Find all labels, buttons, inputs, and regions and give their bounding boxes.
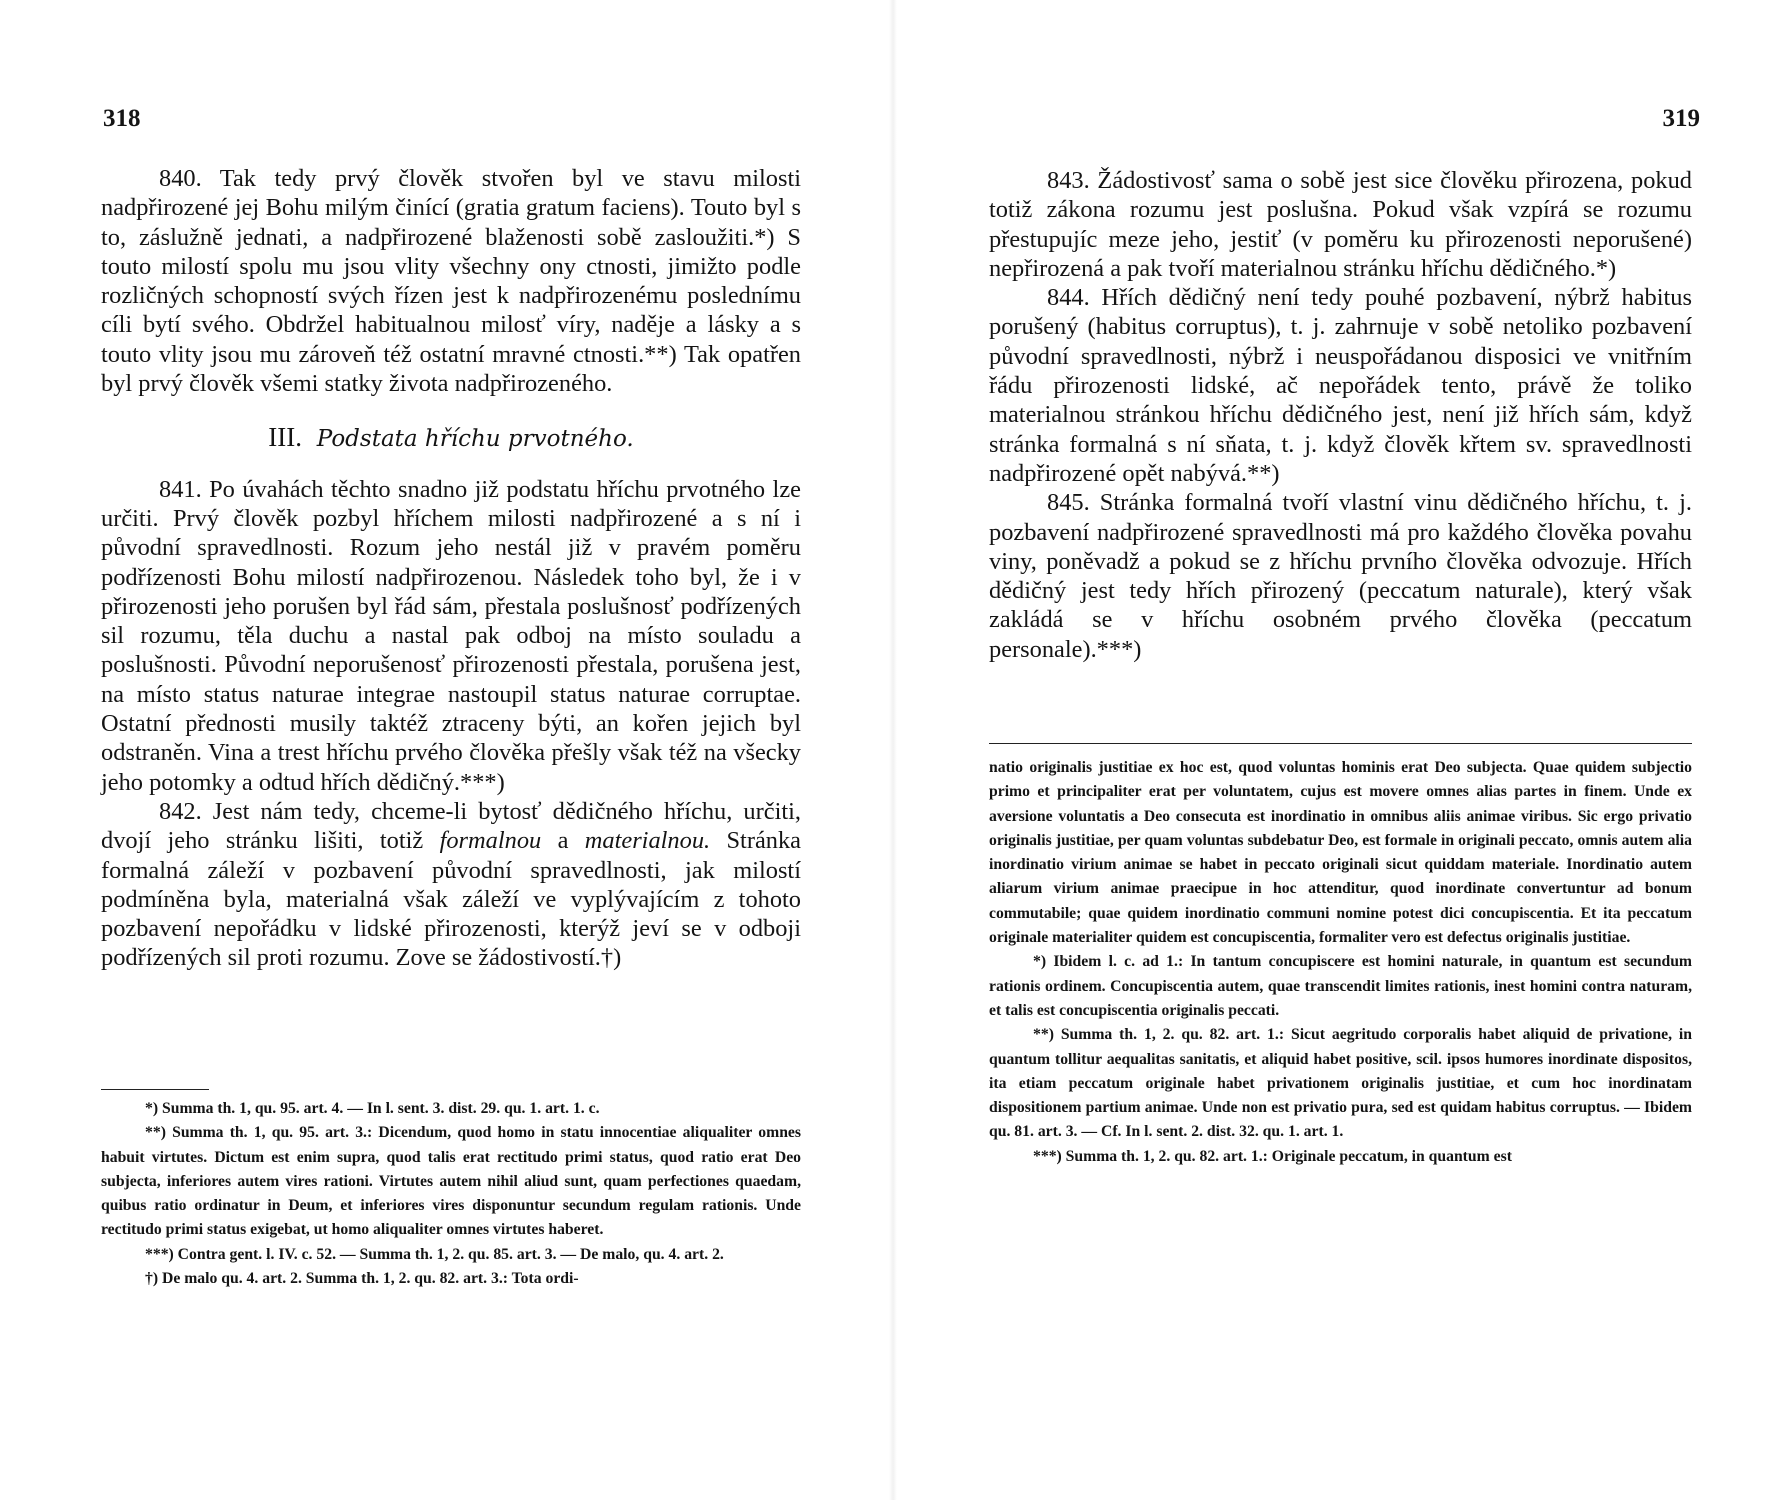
section-heading-title: Podstata hříchu prvotného. xyxy=(316,426,634,453)
paragraph-843: 843. Žádostivosť sama o sobě jest sice člověku přirozena, pokud totiž zákona rozumu jest poslušna. Pokud však vzpírá se rozumu přestupujíc meze jeho, jestiť (v poměru ku přirozenosti neporušené) nepřirozená a pak tvoří materialnou stránku hříchu dědičného.*) xyxy=(989,167,1692,282)
page-number-right: 319 xyxy=(1662,105,1700,132)
footnote-right-1: *) Ibidem l. c. ad 1.: In tantum concupiscere est homini naturale, in quantum est secundum rationis ordinem. Concupiscentia autem, quae transcendit limites rationis, inest homini contra naturam, et talis est concupiscentia originalis peccati. xyxy=(989,953,1692,1019)
paragraph-842-text-a: 842. Jest nám tedy, chceme-li bytosť dědičného hříchu, určiti, dvojí jeho stránku lišiti, totiž xyxy=(101,797,801,855)
footnote-continuation: natio originalis justitiae ex hoc est, quod voluntas hominis erat Deo subjecta. Quae quidem subjectio primo et principaliter erat per voluntatem, cujus est movere omnes alias partes in finem. Unde ex aversione voluntatis a Deo consecuta est inordinatio in omnibus aliis animae viribus. Sic ergo privatio originalis justitiae, per quam voluntas subdebatur Deo, est formale in originali peccato, omnis autem alia inordinatio virium animae se habet in peccato originali sicut quiddam materiale. Inordinatio autem aliarum virium animae praecipue in hoc attenditur, quod inordinate convertuntur ad bonum commutabile; quae quidem inordinatio communi nomine potest dici concupiscentia. Et ita peccatum originale materialiter quidem est concupiscentia, formaliter vero est defectus originalis justitiae. xyxy=(989,759,1692,947)
footnote-left-2: **) Summa th. 1, qu. 95. art. 3.: Dicendum, quod homo in statu innocentiae aliqualiter omnes habuit virtutes. Dictum est enim supra, quod talis erat rectitudo primi status, quod ratio erat Deo subjecta, inferiores autem vires rationi. Virtutes autem nihil aliud sunt, quam perfectiones quaedam, quibus ratio ordinatur in Deum, et inferiores vires disponuntur secundum regulam rationis. Unde rectitudo primi status exigebat, ut homo aliqualiter omnes virtutes haberet. xyxy=(101,1124,801,1239)
right-body-text xyxy=(989,166,1692,664)
paragraph-842-italic-materialnou: materialnou. xyxy=(584,827,711,855)
footnote-left-4: †) De malo qu. 4. art. 2. Summa th. 1, 2. qu. 82. art. 3.: Tota ordi- xyxy=(145,1270,579,1288)
right-page xyxy=(893,0,1786,1500)
footnote-rule-right xyxy=(989,743,1692,744)
section-heading xyxy=(101,423,801,454)
paragraph-840: 840. Tak tedy prvý člověk stvořen byl ve stavu milosti nadpřirozené jej Bohu milým činící (gratia gratum faciens). Touto byl s to, záslužně jednati, a nadpřirozené blaženosti sobě zasloužiti.*) S touto milostí spolu mu jsou vlity všechny ony ctnosti, jimižto podle rozličných schopností svých řízen jest k nadpřirozenému poslednímu cíli bytí svého. Obdržel habitualnou milosť víry, naděje a lásky a s touto vlity jsou mu zároveň též ostatní mravné ctnosti.**) Tak opatřen byl prvý člověk všemi statky života nadpřirozeného. xyxy=(101,165,801,398)
paragraph-845: 845. Stránka formalná tvoří vlastní vinu dědičného hříchu, t. j. pozbavení nadpřirozené spravedlnosti má pro každého člověka povahu viny, poněvadž a pokud se z hříchu prvního člověka odvozuje. Hřích dědičný jest tedy hřích přirozený (peccatum naturale), který však zakládá se v hříchu osobném prvého člověka (peccatum personale).***) xyxy=(989,489,1692,663)
paragraph-842-text-c: Stránka formalná záleží v pozbavení původní spravedlnosti, jak milostí podmíněna byla, materialná však záleží ve vyplývajícím z tohoto pozbavení nepořádku v lidské přirozenosti, kterýž jeví se v odboji podřízených sil proti rozumu. Zove se žádostivostí.†) xyxy=(101,827,801,972)
paragraph-841: 841. Po úvahách těchto snadno již podstatu hříchu prvotného lze určiti. Prvý člověk pozbyl hříchem milosti nadpřirozené a s ní i původní spravedlnosti. Rozum jeho nestál již v pravém poměru podřízenosti Bohu milostí nadpřirozenou. Následek toho byl, že i v přirozenosti jeho porušen byl řád sám, přestala poslušnosť podřízených sil rozumu, těla duchu a nastal pak odboj na místo souladu a poslušnosti. Původní neporušenosť přirozenosti přestala, porušena jest, na místo status naturae integrae nastoupil status naturae corruptae. Ostatní přednosti musily taktéž ztraceny býti, an kořen jejich byl odstraněn. Vina a trest hříchu prvého člověka přešly však též na všecky jeho potomky a odtud hřích dědičný.***) xyxy=(101,475,801,796)
page-number-left: 318 xyxy=(103,105,141,132)
paragraph-842-italic-formalnou: formalnou xyxy=(439,827,542,855)
section-heading-number: III. xyxy=(268,422,303,453)
footnote-left-3: ***) Contra gent. l. IV. c. 52. — Summa th. 1, 2. qu. 85. art. 3. — De malo, qu. 4. art. 2. xyxy=(145,1245,724,1263)
paragraph-844: 844. Hřích dědičný není tedy pouhé pozbavení, nýbrž habitus porušený (habitus corruptus), t. j. zahrnuje v sobě netoliko pozbavení původní spravedlnosti, nýbrž i neuspořádanou disposici ve vnitřním řádu přirozenosti lidské, ač nepořádek tento, právě že toliko materialnou stránkou hříchu dědičného jest, není již hřích sám, když stránka formalná s ní sňata, t. j. když člověk křtem sv. spravedlnosti nadpřirozené opět nabývá.**) xyxy=(989,284,1692,487)
paragraph-842-text-b: a xyxy=(541,827,585,855)
paragraph-842 xyxy=(101,797,801,973)
footnote-rule-left xyxy=(101,1089,209,1090)
footnote-right-2: **) Summa th. 1, 2. qu. 82. art. 1.: Sicut aegritudo corporalis habet aliquid de privatione, in quantum tollitur aequalitas sanitatis, et aliquid habet positive, scil. ipsos humores inordinate dispositos, ita etiam peccatum originale habet privationem originalis justitiae, et cum hoc inordinatam dispositionem partium animae. Unde non est privatio pura, sed est quidam habitus corruptus. — Ibidem qu. 81. art. 3. — Cf. In l. sent. 2. dist. 32. qu. 1. art. 1. xyxy=(989,1026,1692,1141)
footnote-right-3: ***) Summa th. 1, 2. qu. 82. art. 1.: Originale peccatum, in quantum est xyxy=(1033,1147,1512,1165)
left-footnotes xyxy=(101,1097,801,1291)
left-body-text xyxy=(101,164,801,973)
right-footnotes xyxy=(989,756,1692,1169)
footnote-left-1: *) Summa th. 1, qu. 95. art. 4. — In l. sent. 3. dist. 29. qu. 1. art. 1. c. xyxy=(145,1100,600,1117)
